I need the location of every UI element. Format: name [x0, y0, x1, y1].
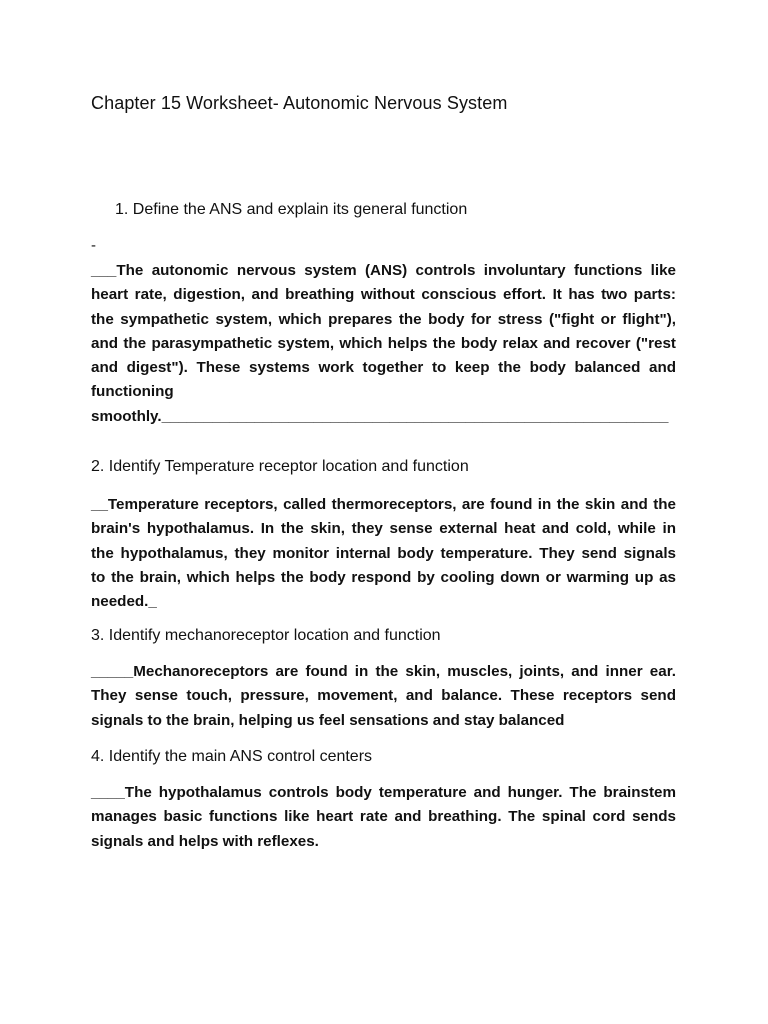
answer-line: __Temperature receptors, called thermoreceptors, are found in the skin and the — [91, 496, 676, 513]
answer-1 — [91, 259, 676, 429]
answer-line: the sympathetic system, which prepares the body for stress ("fight or flight"), — [91, 310, 676, 328]
answer-line: They sense touch, pressure, movement, and balance. These receptors send — [91, 687, 676, 705]
answer-2 — [91, 493, 676, 614]
question-2: 2. Identify Temperature receptor location and function — [91, 458, 469, 475]
answer-line: brain's hypothalamus. In the skin, they sense external heat and cold, while in — [91, 520, 676, 538]
answer-4 — [91, 781, 676, 854]
answer-3 — [91, 660, 676, 733]
answer-line: to the brain, which helps the body respond by cooling down or warming up as — [91, 568, 676, 586]
answer-line: needed._ — [91, 593, 157, 611]
answer-line: signals and helps with reflexes. — [91, 832, 319, 850]
question-3: 3. Identify mechanoreceptor location and function — [91, 627, 441, 644]
answer-line: _____Mechanoreceptors are found in the skin, muscles, joints, and inner ear. — [91, 663, 676, 680]
answer-line: ___The autonomic nervous system (ANS) controls involuntary functions like — [91, 262, 676, 279]
answer-line: and the parasympathetic system, which helps the body relax and recover ("rest — [91, 334, 676, 352]
answer-line: signals to the brain, helping us feel sensations and stay balanced — [91, 711, 565, 729]
answer-line: functioning — [91, 383, 174, 401]
answer-line: smoothly.____________________________________________________________ — [91, 407, 669, 425]
page-title: Chapter 15 Worksheet- Autonomic Nervous System — [91, 93, 508, 113]
answer-line: manages basic functions like heart rate and breathing. The spinal cord sends — [91, 808, 676, 826]
answer-line: heart rate, digestion, and breathing without conscious effort. It has two parts: — [91, 286, 676, 304]
answer-line: ____The hypothalamus controls body temperature and hunger. The brainstem — [91, 784, 676, 801]
question-4: 4. Identify the main ANS control centers — [91, 748, 373, 765]
answer-line: and digest"). These systems work together to keep the body balanced and — [91, 359, 676, 377]
question-1: 1. Define the ANS and explain its general function — [115, 201, 468, 218]
bullet-marker: - — [91, 237, 96, 254]
answer-line: the hypothalamus, they monitor internal body temperature. They send signals — [91, 544, 676, 562]
